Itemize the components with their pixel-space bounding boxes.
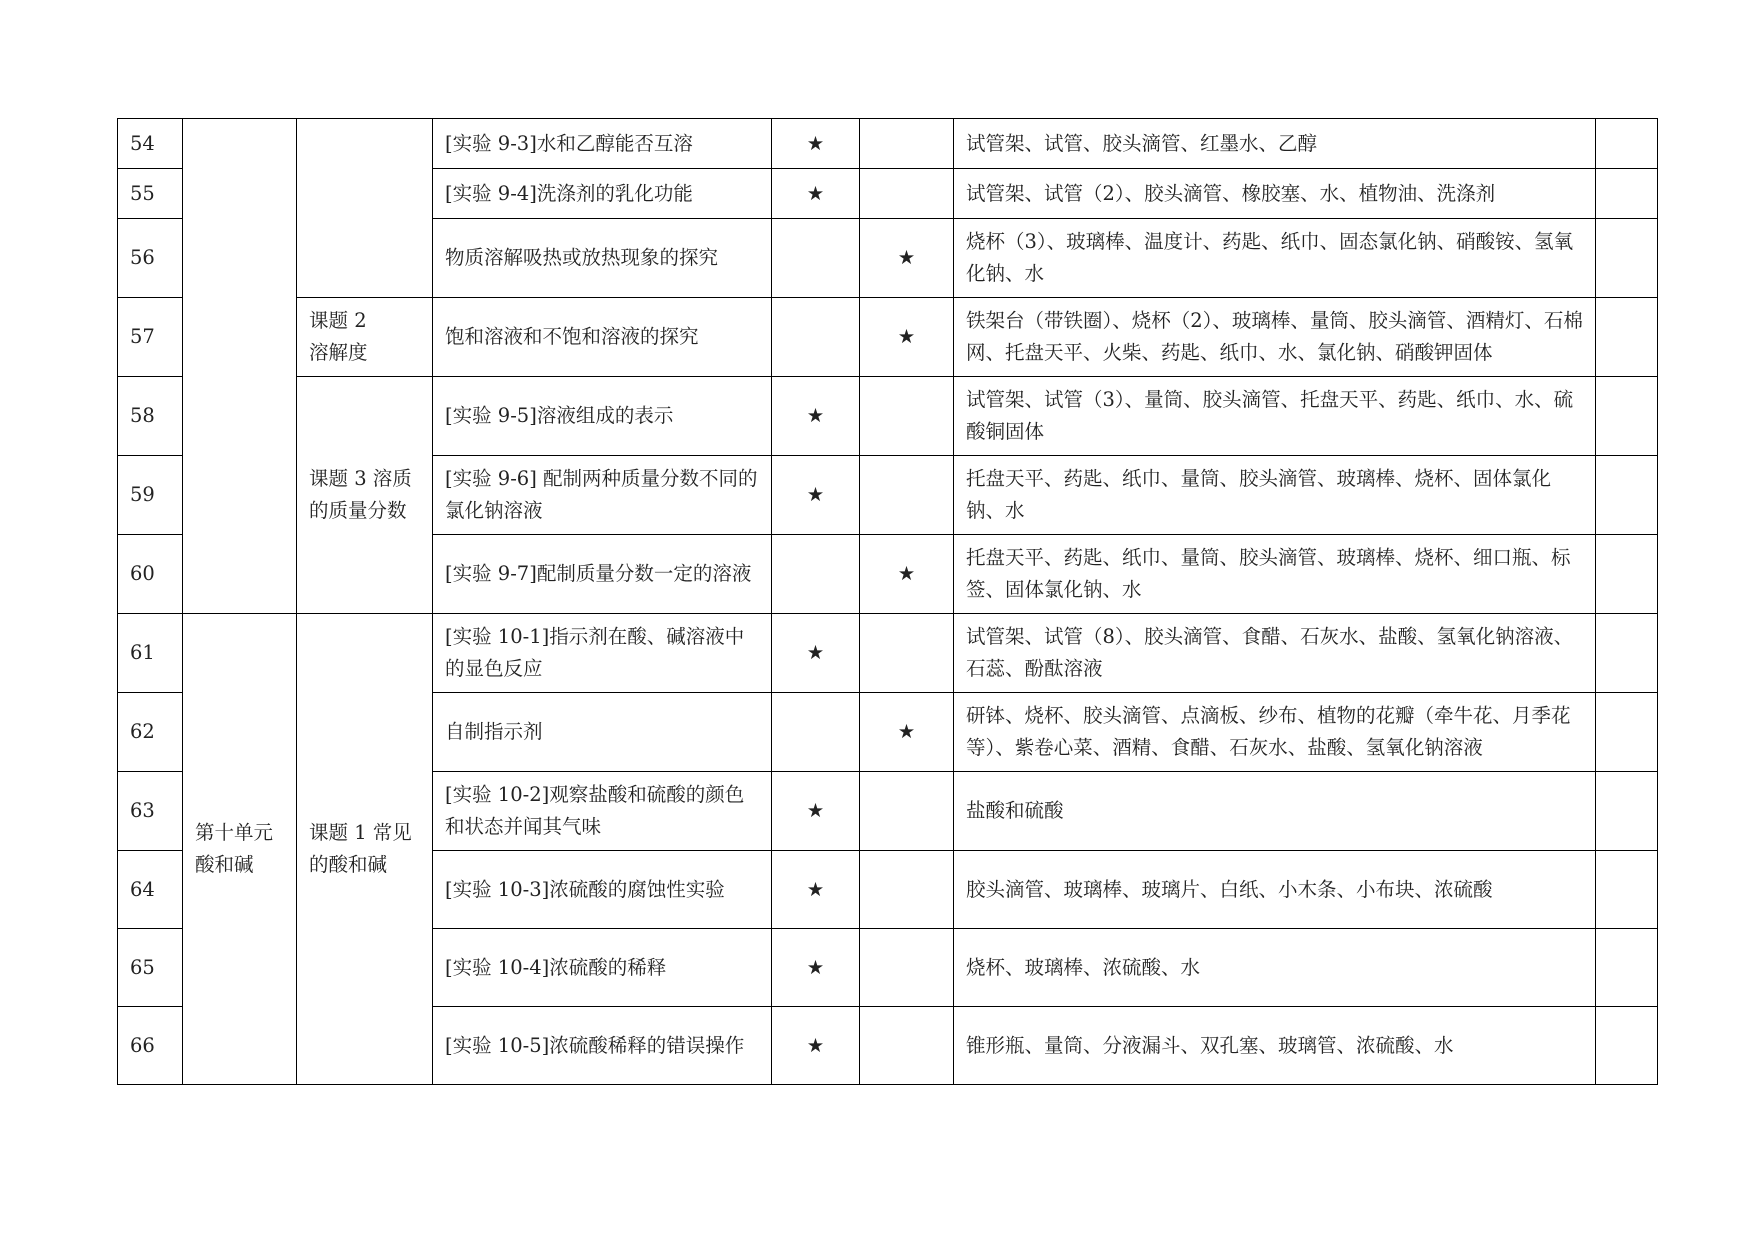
row-number: 57: [118, 298, 183, 377]
note: [1596, 851, 1658, 929]
experiment-name: [实验 9-7]配制质量分数一定的溶液: [433, 535, 772, 614]
demo-mark: ★: [772, 119, 860, 169]
materials: 烧杯（3）、玻璃棒、温度计、药匙、纸巾、固态氯化钠、硝酸铵、氢氧化钠、水: [954, 219, 1596, 298]
note: [1596, 377, 1658, 456]
note: [1596, 614, 1658, 693]
topic-cell-common-acids: 课题 1 常见的酸和碱: [297, 614, 433, 1085]
experiment-name: 饱和溶液和不饱和溶液的探究: [433, 298, 772, 377]
demo-mark: [772, 693, 860, 772]
group-mark: [860, 929, 954, 1007]
row-number: 56: [118, 219, 183, 298]
table-row: [118, 298, 1658, 377]
experiment-name: [实验 9-6] 配制两种质量分数不同的氯化钠溶液: [433, 456, 772, 535]
group-mark: [860, 1007, 954, 1085]
row-number: 64: [118, 851, 183, 929]
group-mark: ★: [860, 298, 954, 377]
demo-mark: [772, 298, 860, 377]
materials: 试管架、试管（8）、胶头滴管、食醋、石灰水、盐酸、氢氧化钠溶液、石蕊、酚酞溶液: [954, 614, 1596, 693]
row-number: 60: [118, 535, 183, 614]
group-mark: [860, 772, 954, 851]
note: [1596, 1007, 1658, 1085]
experiment-name: [实验 10-4]浓硫酸的稀释: [433, 929, 772, 1007]
row-number: 65: [118, 929, 183, 1007]
experiment-name: [实验 10-1]指示剂在酸、碱溶液中的显色反应: [433, 614, 772, 693]
materials: 托盘天平、药匙、纸巾、量筒、胶头滴管、玻璃棒、烧杯、固体氯化钠、水: [954, 456, 1596, 535]
demo-mark: [772, 219, 860, 298]
group-mark: ★: [860, 535, 954, 614]
materials: 托盘天平、药匙、纸巾、量筒、胶头滴管、玻璃棒、烧杯、细口瓶、标签、固体氯化钠、水: [954, 535, 1596, 614]
materials: 锥形瓶、量筒、分液漏斗、双孔塞、玻璃管、浓硫酸、水: [954, 1007, 1596, 1085]
row-number: 55: [118, 169, 183, 219]
note: [1596, 169, 1658, 219]
row-number: 59: [118, 456, 183, 535]
group-mark: ★: [860, 219, 954, 298]
group-mark: ★: [860, 693, 954, 772]
demo-mark: ★: [772, 614, 860, 693]
table-row: [118, 614, 1658, 693]
materials: 研钵、烧杯、胶头滴管、点滴板、纱布、植物的花瓣（牵牛花、月季花等）、紫卷心菜、酒精、食醋、石灰水、盐酸、氢氧化钠溶液: [954, 693, 1596, 772]
demo-mark: ★: [772, 456, 860, 535]
experiment-name: [实验 10-5]浓硫酸稀释的错误操作: [433, 1007, 772, 1085]
row-number: 61: [118, 614, 183, 693]
demo-mark: ★: [772, 1007, 860, 1085]
note: [1596, 535, 1658, 614]
experiment-name: 物质溶解吸热或放热现象的探究: [433, 219, 772, 298]
table-row: [118, 119, 1658, 169]
unit-cell-10: 第十单元酸和碱: [183, 614, 297, 1085]
note: [1596, 693, 1658, 772]
experiment-name: [实验 9-5]溶液组成的表示: [433, 377, 772, 456]
group-mark: [860, 851, 954, 929]
demo-mark: ★: [772, 377, 860, 456]
group-mark: [860, 456, 954, 535]
row-number: 58: [118, 377, 183, 456]
materials: 试管架、试管（2）、胶头滴管、橡胶塞、水、植物油、洗涤剂: [954, 169, 1596, 219]
note: [1596, 772, 1658, 851]
unit-cell-9: [183, 119, 297, 614]
materials: 烧杯、玻璃棒、浓硫酸、水: [954, 929, 1596, 1007]
materials: 试管架、试管、胶头滴管、红墨水、乙醇: [954, 119, 1596, 169]
note: [1596, 119, 1658, 169]
note: [1596, 298, 1658, 377]
demo-mark: ★: [772, 169, 860, 219]
experiment-name: 自制指示剂: [433, 693, 772, 772]
topic-cell-3: 课题 3 溶质的质量分数: [297, 377, 433, 614]
group-mark: [860, 614, 954, 693]
group-mark: [860, 169, 954, 219]
row-number: 54: [118, 119, 183, 169]
experiment-name: [实验 10-2]观察盐酸和硫酸的颜色和状态并闻其气味: [433, 772, 772, 851]
group-mark: [860, 377, 954, 456]
experiment-name: [实验 9-4]洗涤剂的乳化功能: [433, 169, 772, 219]
materials: 胶头滴管、玻璃棒、玻璃片、白纸、小木条、小布块、浓硫酸: [954, 851, 1596, 929]
materials: 盐酸和硫酸: [954, 772, 1596, 851]
row-number: 63: [118, 772, 183, 851]
topic-cell-2: 课题 2 溶解度: [297, 298, 433, 377]
demo-mark: ★: [772, 772, 860, 851]
materials: 铁架台（带铁圈）、烧杯（2）、玻璃棒、量筒、胶头滴管、酒精灯、石棉网、托盘天平、火柴、药匙、纸巾、水、氯化钠、硝酸钾固体: [954, 298, 1596, 377]
note: [1596, 219, 1658, 298]
demo-mark: ★: [772, 929, 860, 1007]
topic-cell-1: [297, 119, 433, 298]
demo-mark: [772, 535, 860, 614]
row-number: 62: [118, 693, 183, 772]
row-number: 66: [118, 1007, 183, 1085]
materials: 试管架、试管（3）、量筒、胶头滴管、托盘天平、药匙、纸巾、水、硫酸铜固体: [954, 377, 1596, 456]
experiment-name: [实验 10-3]浓硫酸的腐蚀性实验: [433, 851, 772, 929]
demo-mark: ★: [772, 851, 860, 929]
note: [1596, 456, 1658, 535]
experiment-table: [117, 118, 1658, 1085]
experiment-name: [实验 9-3]水和乙醇能否互溶: [433, 119, 772, 169]
group-mark: [860, 119, 954, 169]
note: [1596, 929, 1658, 1007]
table-row: [118, 377, 1658, 456]
